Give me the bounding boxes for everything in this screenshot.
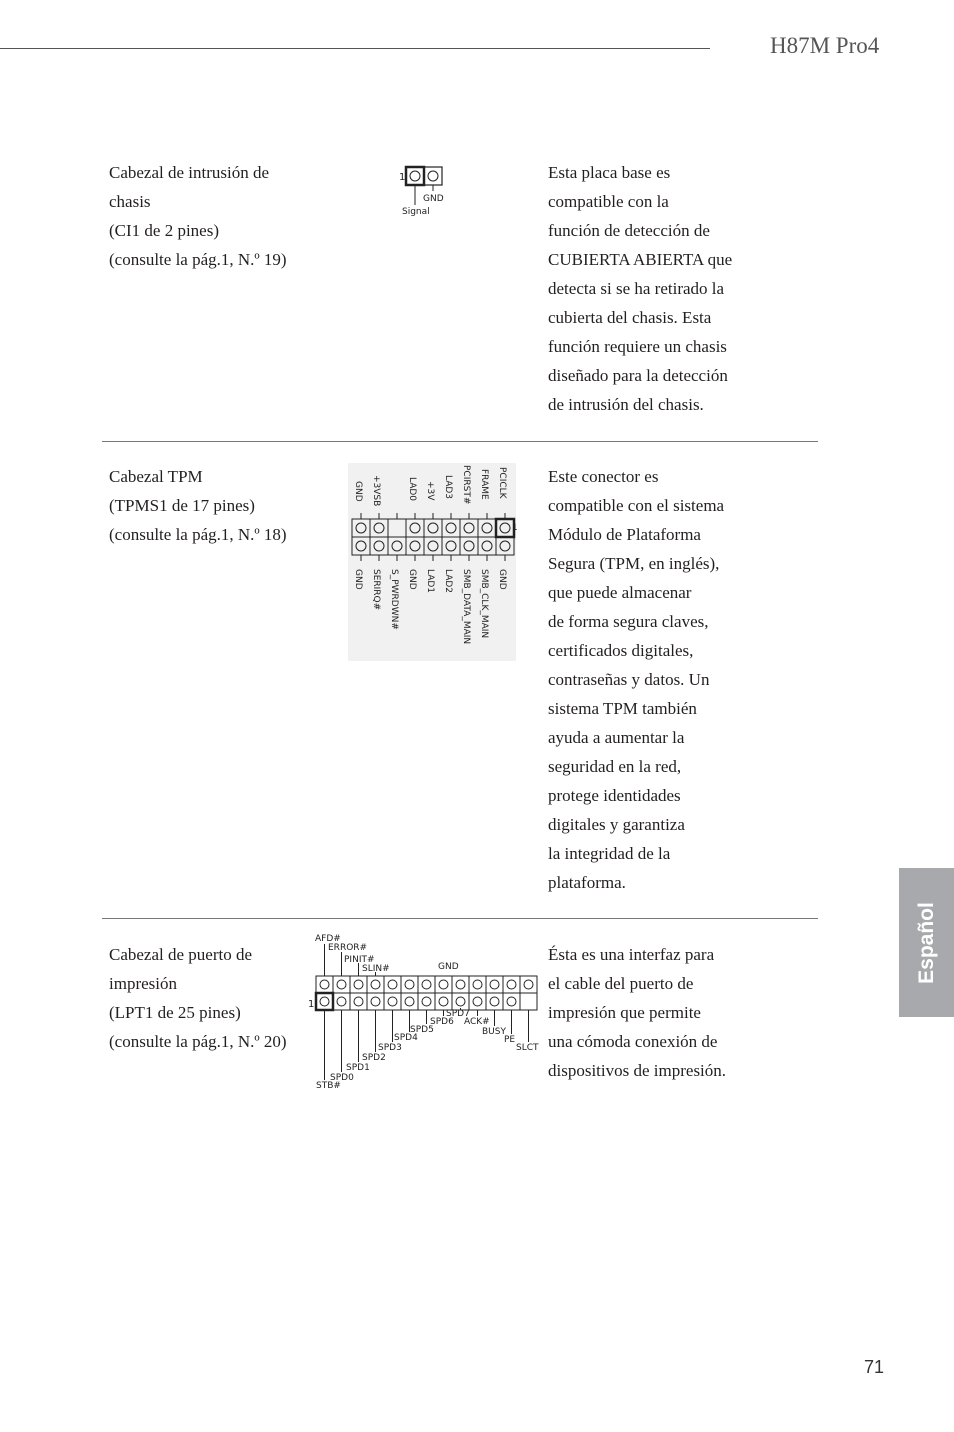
pin bbox=[371, 997, 380, 1006]
pin-label: PE bbox=[504, 1035, 516, 1045]
pin-label: SLCT bbox=[516, 1043, 539, 1053]
section-2-description: Este conector es compatible con el sistema Módulo de Plataforma Segura (TPM, en inglés), que puede almacenar de forma segura claves, certificados digitales, contraseñas y datos. Un sistema TPM también ayuda a aumentar la seguridad en la red, protege identidades digitales y garantiza la integridad de la plataforma. bbox=[548, 467, 725, 892]
pin-label: ERROR# bbox=[328, 943, 368, 953]
pin-label: GND bbox=[353, 481, 363, 502]
pin-cell bbox=[486, 993, 503, 1010]
pin-cell bbox=[384, 976, 401, 993]
pin bbox=[388, 997, 397, 1006]
pin bbox=[405, 997, 414, 1006]
pin-label: FRAME bbox=[479, 469, 489, 500]
section-divider bbox=[102, 918, 818, 919]
pin-cell bbox=[469, 993, 486, 1010]
pin bbox=[490, 997, 499, 1006]
pin-label: ACK# bbox=[464, 1017, 490, 1027]
pin-label: GND bbox=[353, 569, 363, 590]
pin-label: SPD4 bbox=[394, 1033, 418, 1043]
model-name: H87M Pro4 bbox=[770, 33, 880, 58]
pin-cell bbox=[520, 976, 537, 993]
pin-label: SPD6 bbox=[430, 1017, 454, 1027]
pin-label: SPD1 bbox=[346, 1063, 370, 1073]
pin-label: STB# bbox=[316, 1081, 341, 1091]
chassis-intrusion-diagram bbox=[396, 163, 462, 219]
page-number: 71 bbox=[864, 1357, 885, 1377]
pin bbox=[320, 997, 329, 1006]
language-tab-label: Español bbox=[914, 901, 938, 984]
pin-label: SPD0 bbox=[330, 1073, 354, 1083]
lpt-header-diagram bbox=[306, 930, 542, 1092]
pin-cell bbox=[333, 993, 350, 1010]
pin-cell bbox=[469, 976, 486, 993]
pin-cell bbox=[401, 993, 418, 1010]
pin-cell bbox=[316, 976, 333, 993]
pin-label: SERIRQ# bbox=[371, 569, 381, 611]
pin-label: SMB_CLK_MAIN bbox=[479, 569, 489, 639]
language-tab bbox=[899, 868, 954, 1017]
pin bbox=[473, 980, 482, 989]
pin-label: AFD# bbox=[315, 934, 341, 944]
pin-cell bbox=[435, 993, 452, 1010]
pin-cell bbox=[316, 993, 333, 1010]
pin bbox=[439, 980, 448, 989]
pin bbox=[405, 980, 414, 989]
pin bbox=[507, 980, 516, 989]
pin bbox=[388, 980, 397, 989]
pin-label: BUSY bbox=[482, 1027, 506, 1037]
section-3-label: Cabezal de puerto de impresión (LPT1 de 25 pines) (consulte la pág.1, N.º 20) bbox=[109, 945, 287, 1051]
pin-cell bbox=[333, 976, 350, 993]
pin bbox=[320, 980, 329, 989]
header-rule bbox=[0, 48, 710, 49]
pin-label: SPD5 bbox=[410, 1025, 434, 1035]
pin bbox=[456, 980, 465, 989]
pin-label: +3V bbox=[425, 481, 435, 501]
pin-label: GND bbox=[438, 962, 459, 972]
pin-cell bbox=[452, 976, 469, 993]
pin-cell bbox=[503, 976, 520, 993]
pin-label: Signal bbox=[402, 207, 430, 217]
tpm-header-diagram bbox=[348, 463, 516, 661]
pin bbox=[371, 980, 380, 989]
pin-label: S_PWRDWN# bbox=[389, 569, 399, 630]
pin-cell bbox=[486, 976, 503, 993]
pin-cell bbox=[452, 993, 469, 1010]
pin bbox=[354, 997, 363, 1006]
pin bbox=[422, 980, 431, 989]
pin-label: LAD0 bbox=[407, 477, 417, 502]
pin-cell bbox=[520, 993, 537, 1010]
pin-label: +3VSB bbox=[371, 475, 381, 507]
pin-label: SLIN# bbox=[362, 964, 390, 974]
pin-cell bbox=[503, 993, 520, 1010]
pin bbox=[524, 980, 533, 989]
pin-cell bbox=[401, 976, 418, 993]
pin-label: PINIT# bbox=[344, 955, 375, 965]
pin-one-marker: 1 bbox=[512, 523, 518, 533]
section-2-label: Cabezal TPM (TPMS1 de 17 pines) (consulte la pág.1, N.º 18) bbox=[109, 467, 287, 544]
pin-cell bbox=[418, 993, 435, 1010]
pin-label: GND bbox=[423, 194, 444, 204]
pin-cell bbox=[350, 993, 367, 1010]
pin-label: SPD3 bbox=[378, 1043, 402, 1053]
pin bbox=[507, 997, 516, 1006]
pin bbox=[354, 980, 363, 989]
pin-label: PCICLK bbox=[497, 467, 507, 499]
pin-cell bbox=[350, 976, 367, 993]
pin bbox=[337, 980, 346, 989]
pin-cell bbox=[435, 976, 452, 993]
pin bbox=[337, 997, 346, 1006]
pin-cell bbox=[367, 976, 384, 993]
pin-one-marker: 1 bbox=[308, 999, 315, 1010]
pin-label: SPD7 bbox=[446, 1009, 470, 1019]
pin bbox=[439, 997, 448, 1006]
pin-cell bbox=[384, 993, 401, 1010]
pin bbox=[422, 997, 431, 1006]
pin bbox=[473, 997, 482, 1006]
pin-label: GND bbox=[407, 569, 417, 590]
pin-label: LAD2 bbox=[443, 569, 453, 594]
section-3-description: Ésta es una interfaz para el cable del puerto de impresión que permite una cómoda conexión de dispositivos de impresión. bbox=[548, 945, 727, 1080]
pin-label: LAD3 bbox=[443, 475, 453, 500]
pin-label: GND bbox=[497, 569, 507, 590]
section-1-description: Esta placa base es compatible con la función de detección de CUBIERTA ABIERTA que detecta si se ha retirado la cubierta del chasis. Esta función requiere un chasis diseñado para la detección de intrusión del chasis. bbox=[548, 163, 733, 414]
pin-one-marker: 1 bbox=[399, 172, 406, 183]
pin bbox=[456, 997, 465, 1006]
pin-label: SMB_DATA_MAIN bbox=[461, 569, 471, 645]
pin-cell bbox=[418, 976, 435, 993]
section-1-label: Cabezal de intrusión de chasis (CI1 de 2 pines) (consulte la pág.1, N.º 19) bbox=[109, 163, 287, 269]
pin-label: PCIRST# bbox=[461, 465, 471, 505]
section-divider bbox=[102, 441, 818, 442]
pin-label: SPD2 bbox=[362, 1053, 386, 1063]
pin bbox=[490, 980, 499, 989]
pin-label: LAD1 bbox=[425, 569, 435, 594]
pin-cell bbox=[367, 993, 384, 1010]
pin-one-cell bbox=[316, 993, 333, 1010]
